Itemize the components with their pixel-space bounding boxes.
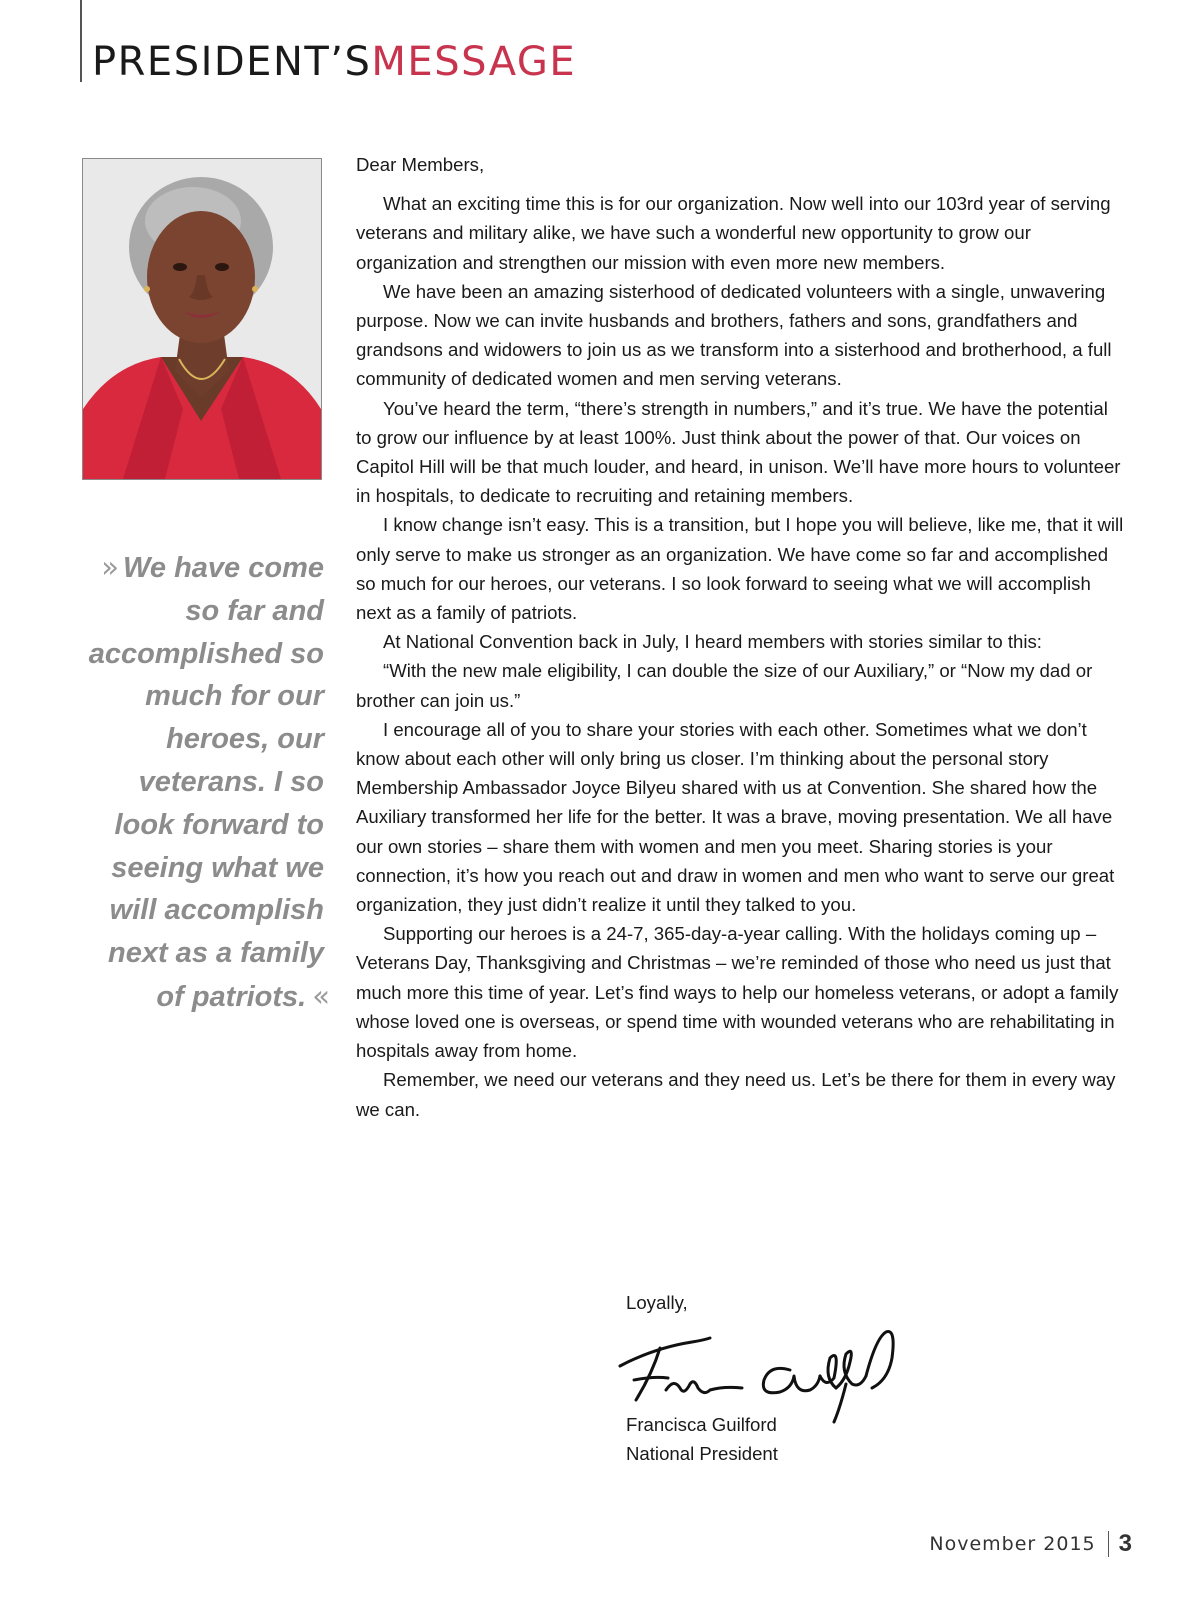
salutation: Dear Members, [356, 154, 485, 175]
page-footer [929, 1530, 1132, 1558]
letter-paragraph: I know change isn’t easy. This is a transition, but I hope you will believe, like me, that it will only serve to make us stronger as an organization. We have come so far and accomplished so much for our heroes, our veterans. I so look forward to seeing what we will accomplish next as a family of patriots. [356, 514, 1124, 624]
signer-block [626, 1410, 778, 1468]
section-title-part1: PRESIDENT’S [92, 39, 372, 85]
pull-quote [78, 546, 324, 1019]
letter-paragraph: What an exciting time this is for our organization. Now well into our 103rd year of serving veterans and military alike, we have such a wonderful new opportunity to grow our organization and strengthen our mission with even more new members. [356, 193, 1111, 273]
signer-name: Francisca Guilford [626, 1414, 777, 1435]
letter-paragraph: At National Convention back in July, I heard members with stories similar to this: [383, 631, 1042, 653]
section-title [92, 39, 577, 85]
footer-divider [1108, 1531, 1109, 1557]
letter-paragraph: Remember, we need our veterans and they need us. Let’s be there for them in every way we can. [356, 1069, 1116, 1120]
page-number: 3 [1118, 1530, 1132, 1557]
letter-paragraph: You’ve heard the term, “there’s strength in numbers,” and it’s true. We have the potential to grow our influence by at least 100%. Just think about the power of that. Our voices on Capitol Hill will be that much louder, and heard, in unison. We’ll have more hours to volunteer in hospitals, to dedicate to recruiting and retaining members. [356, 397, 1121, 507]
letter-paragraph: We have been an amazing sisterhood of dedicated volunteers with a single, unwavering purpose. Now we can invite husbands and brothers, fathers and sons, grandfathers and grandsons and widowers to join us as we transform into a sisterhood and brotherhood, a full community of dedicated women and men serving veterans. [356, 280, 1112, 390]
letter-paragraph: I encourage all of you to share your stories with each other. Sometimes what we don’t know about each other will only bring us closer. I’m thinking about the personal story Membership Ambassador Joyce Bilyeu shared with us at Convention. She shared how the Auxiliary transformed her life for the better. It was a brave, moving presentation. We all have our own stories – share them with women and men you meet. Sharing stories is your connection, it’s how you reach out and draw in women and men who want to serve our great organization, they just didn’t realize it until they talked to you. [356, 718, 1115, 916]
signer-title: National President [626, 1443, 778, 1464]
section-title-part2: MESSAGE [371, 39, 577, 85]
closing: Loyally, [626, 1292, 688, 1313]
portrait-illustration [83, 159, 321, 479]
header-divider [80, 0, 82, 82]
quote-open-chevron-icon: » [101, 550, 114, 584]
letter-body [356, 150, 1126, 1124]
letter-paragraph: Supporting our heroes is a 24-7, 365-day-a-year calling. With the holidays coming up – Veterans Day, Thanksgiving and Christmas – we’re reminded of those who need us just that much more this time of year. Let’s find ways to help our homeless veterans, or adopt a family whose loved one is overseas, or spend time with wounded veterans who are rehabilitating in hospitals away from home. [356, 923, 1119, 1062]
president-portrait [82, 158, 322, 480]
pull-quote-text: We have come so far and accomplished so much for our heroes, our veterans. I so look forward to seeing what we will accomplish next as a family of patriots. [88, 552, 324, 1013]
letter-paragraph: “With the new male eligibility, I can double the size of our Auxiliary,” or “Now my dad or brother can join us.” [356, 660, 1093, 711]
issue-date: November 2015 [929, 1533, 1096, 1555]
quote-close-chevron-icon: « [312, 978, 324, 1013]
